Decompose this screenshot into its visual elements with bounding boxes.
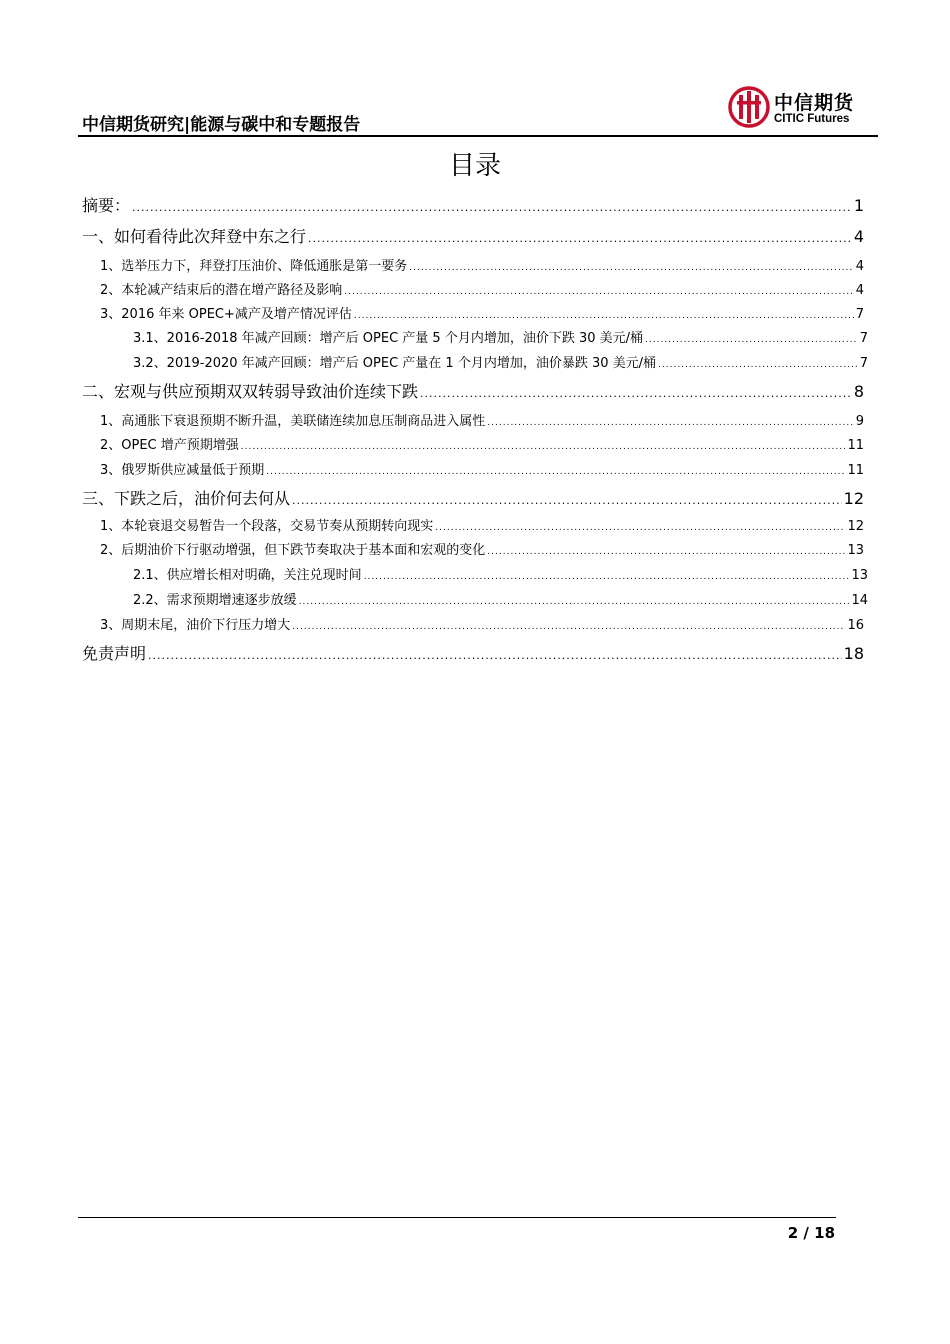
toc-leader-dots: [658, 360, 858, 370]
toc-entry-label: 3、周期末尾，油价下行压力增大: [100, 618, 291, 633]
toc-leader-dots: [132, 201, 852, 214]
toc-entry-page: 12: [843, 489, 864, 508]
citic-emblem-icon: [728, 86, 770, 128]
toc-entry-label: 1、选举压力下，拜登打压油价、降低通胀是第一要务: [100, 259, 408, 274]
toc-entry-label: 1、本轮衰退交易暂告一个段落，交易节奏从预期转向现实: [100, 519, 434, 534]
toc-entry-label: 2、本轮减产结束后的潜在增产路径及影响: [100, 283, 343, 298]
toc-entry-page: 11: [847, 438, 864, 453]
footer-divider: [78, 1217, 836, 1218]
toc-entry[interactable]: [100, 279, 864, 299]
toc-entry-label: 免责声明: [82, 644, 147, 663]
toc-leader-dots: [344, 287, 853, 297]
toc-entry-label: 2、OPEC 增产预期增强: [100, 438, 239, 453]
toc-entry-label: 3.2、2019-2020 年减产回顾：增产后 OPEC 产量在 1 个月内增加，油价暴跌 30 美元/桶: [133, 356, 657, 371]
toc-leader-dots: [487, 418, 853, 428]
header-divider: [78, 135, 878, 137]
toc-entry-label: 一、如何看待此次拜登中东之行: [82, 227, 307, 246]
toc-entry-label: 三、下跌之后，油价何去何从: [82, 489, 291, 508]
report-header-title: 中信期货研究|能源与碳中和专题报告: [82, 115, 361, 135]
toc-entry-label: 摘要：: [82, 196, 131, 215]
toc-entry[interactable]: [100, 434, 864, 454]
toc-entry-page: 9: [855, 414, 864, 429]
toc-leader-dots: [645, 335, 858, 345]
toc-entry-label: 3.1、2016-2018 年减产回顾：增产后 OPEC 产量 5 个月内增加，油价下跌 30 美元/桶: [133, 331, 644, 346]
toc-leader-dots: [308, 232, 852, 245]
toc-entry-label: 二、宏观与供应预期双双转弱导致油价连续下跌: [82, 382, 419, 401]
toc-entry[interactable]: [133, 352, 868, 372]
toc-entry-page: 4: [855, 259, 864, 274]
toc-entry-page: 14: [851, 593, 868, 608]
toc-entry[interactable]: [82, 224, 864, 248]
toc-leader-dots: [241, 442, 846, 452]
toc-entry-page: 13: [851, 568, 868, 583]
toc-entry-label: 2.2、需求预期增速逐步放缓: [133, 593, 297, 608]
toc-entry[interactable]: [100, 410, 864, 430]
toc-entry-label: 2、后期油价下行驱动增强，但下跌节奏取决于基本面和宏观的变化: [100, 543, 486, 558]
toc-leader-dots: [364, 572, 850, 582]
toc-leader-dots: [354, 311, 854, 321]
toc-entry[interactable]: [82, 641, 864, 665]
toc-leader-dots: [299, 597, 850, 607]
toc-entry[interactable]: [82, 379, 864, 403]
toc-entry-page: 18: [843, 644, 864, 663]
toc-entry[interactable]: [82, 193, 864, 217]
toc-entry[interactable]: [133, 589, 868, 609]
toc-entry[interactable]: [100, 303, 864, 323]
toc-entry[interactable]: [82, 486, 864, 510]
citic-futures-logo: [728, 86, 868, 130]
toc-leader-dots: [292, 622, 845, 632]
toc-entry-label: 3、2016 年来 OPEC+减产及增产情况评估: [100, 307, 352, 322]
toc-entry[interactable]: [100, 459, 864, 479]
toc-leader-dots: [420, 387, 852, 400]
toc-entry-page: 4: [855, 283, 864, 298]
toc-entry[interactable]: [100, 539, 864, 559]
page-indicator: 2 / 18: [787, 1224, 835, 1242]
toc-leader-dots: [487, 547, 845, 557]
toc-leader-dots: [435, 523, 845, 533]
toc-entry-page: 13: [847, 543, 864, 558]
toc-entry-page: 7: [859, 331, 868, 346]
toc-entry-page: 7: [855, 307, 864, 322]
toc-entry-page: 16: [847, 618, 864, 633]
toc-entry-page: 4: [853, 227, 864, 246]
toc-entry-page: 8: [853, 382, 864, 401]
toc-leader-dots: [409, 263, 853, 273]
toc-entry-label: 1、高通胀下衰退预期不断升温，美联储连续加息压制商品进入属性: [100, 414, 486, 429]
toc-entry-label: 2.1、供应增长相对明确，关注兑现时间: [133, 568, 362, 583]
toc-entry[interactable]: [100, 614, 864, 634]
logo-chinese-name: 中信期货: [774, 92, 855, 114]
toc-entry-page: 1: [853, 196, 864, 215]
toc-entry-label: 3、俄罗斯供应减量低于预期: [100, 463, 265, 478]
toc-title: 目录: [448, 151, 501, 181]
toc-entry-page: 7: [859, 356, 868, 371]
toc-entry[interactable]: [100, 255, 864, 275]
toc-entry[interactable]: [133, 327, 868, 347]
toc-leader-dots: [266, 467, 845, 477]
toc-entry-page: 11: [847, 463, 864, 478]
toc-leader-dots: [148, 649, 842, 662]
toc-entry[interactable]: [133, 564, 868, 584]
toc-entry[interactable]: [100, 515, 864, 535]
logo-english-name: CITIC Futures: [774, 113, 850, 125]
toc-entry-page: 12: [847, 519, 864, 534]
toc-leader-dots: [292, 494, 842, 507]
